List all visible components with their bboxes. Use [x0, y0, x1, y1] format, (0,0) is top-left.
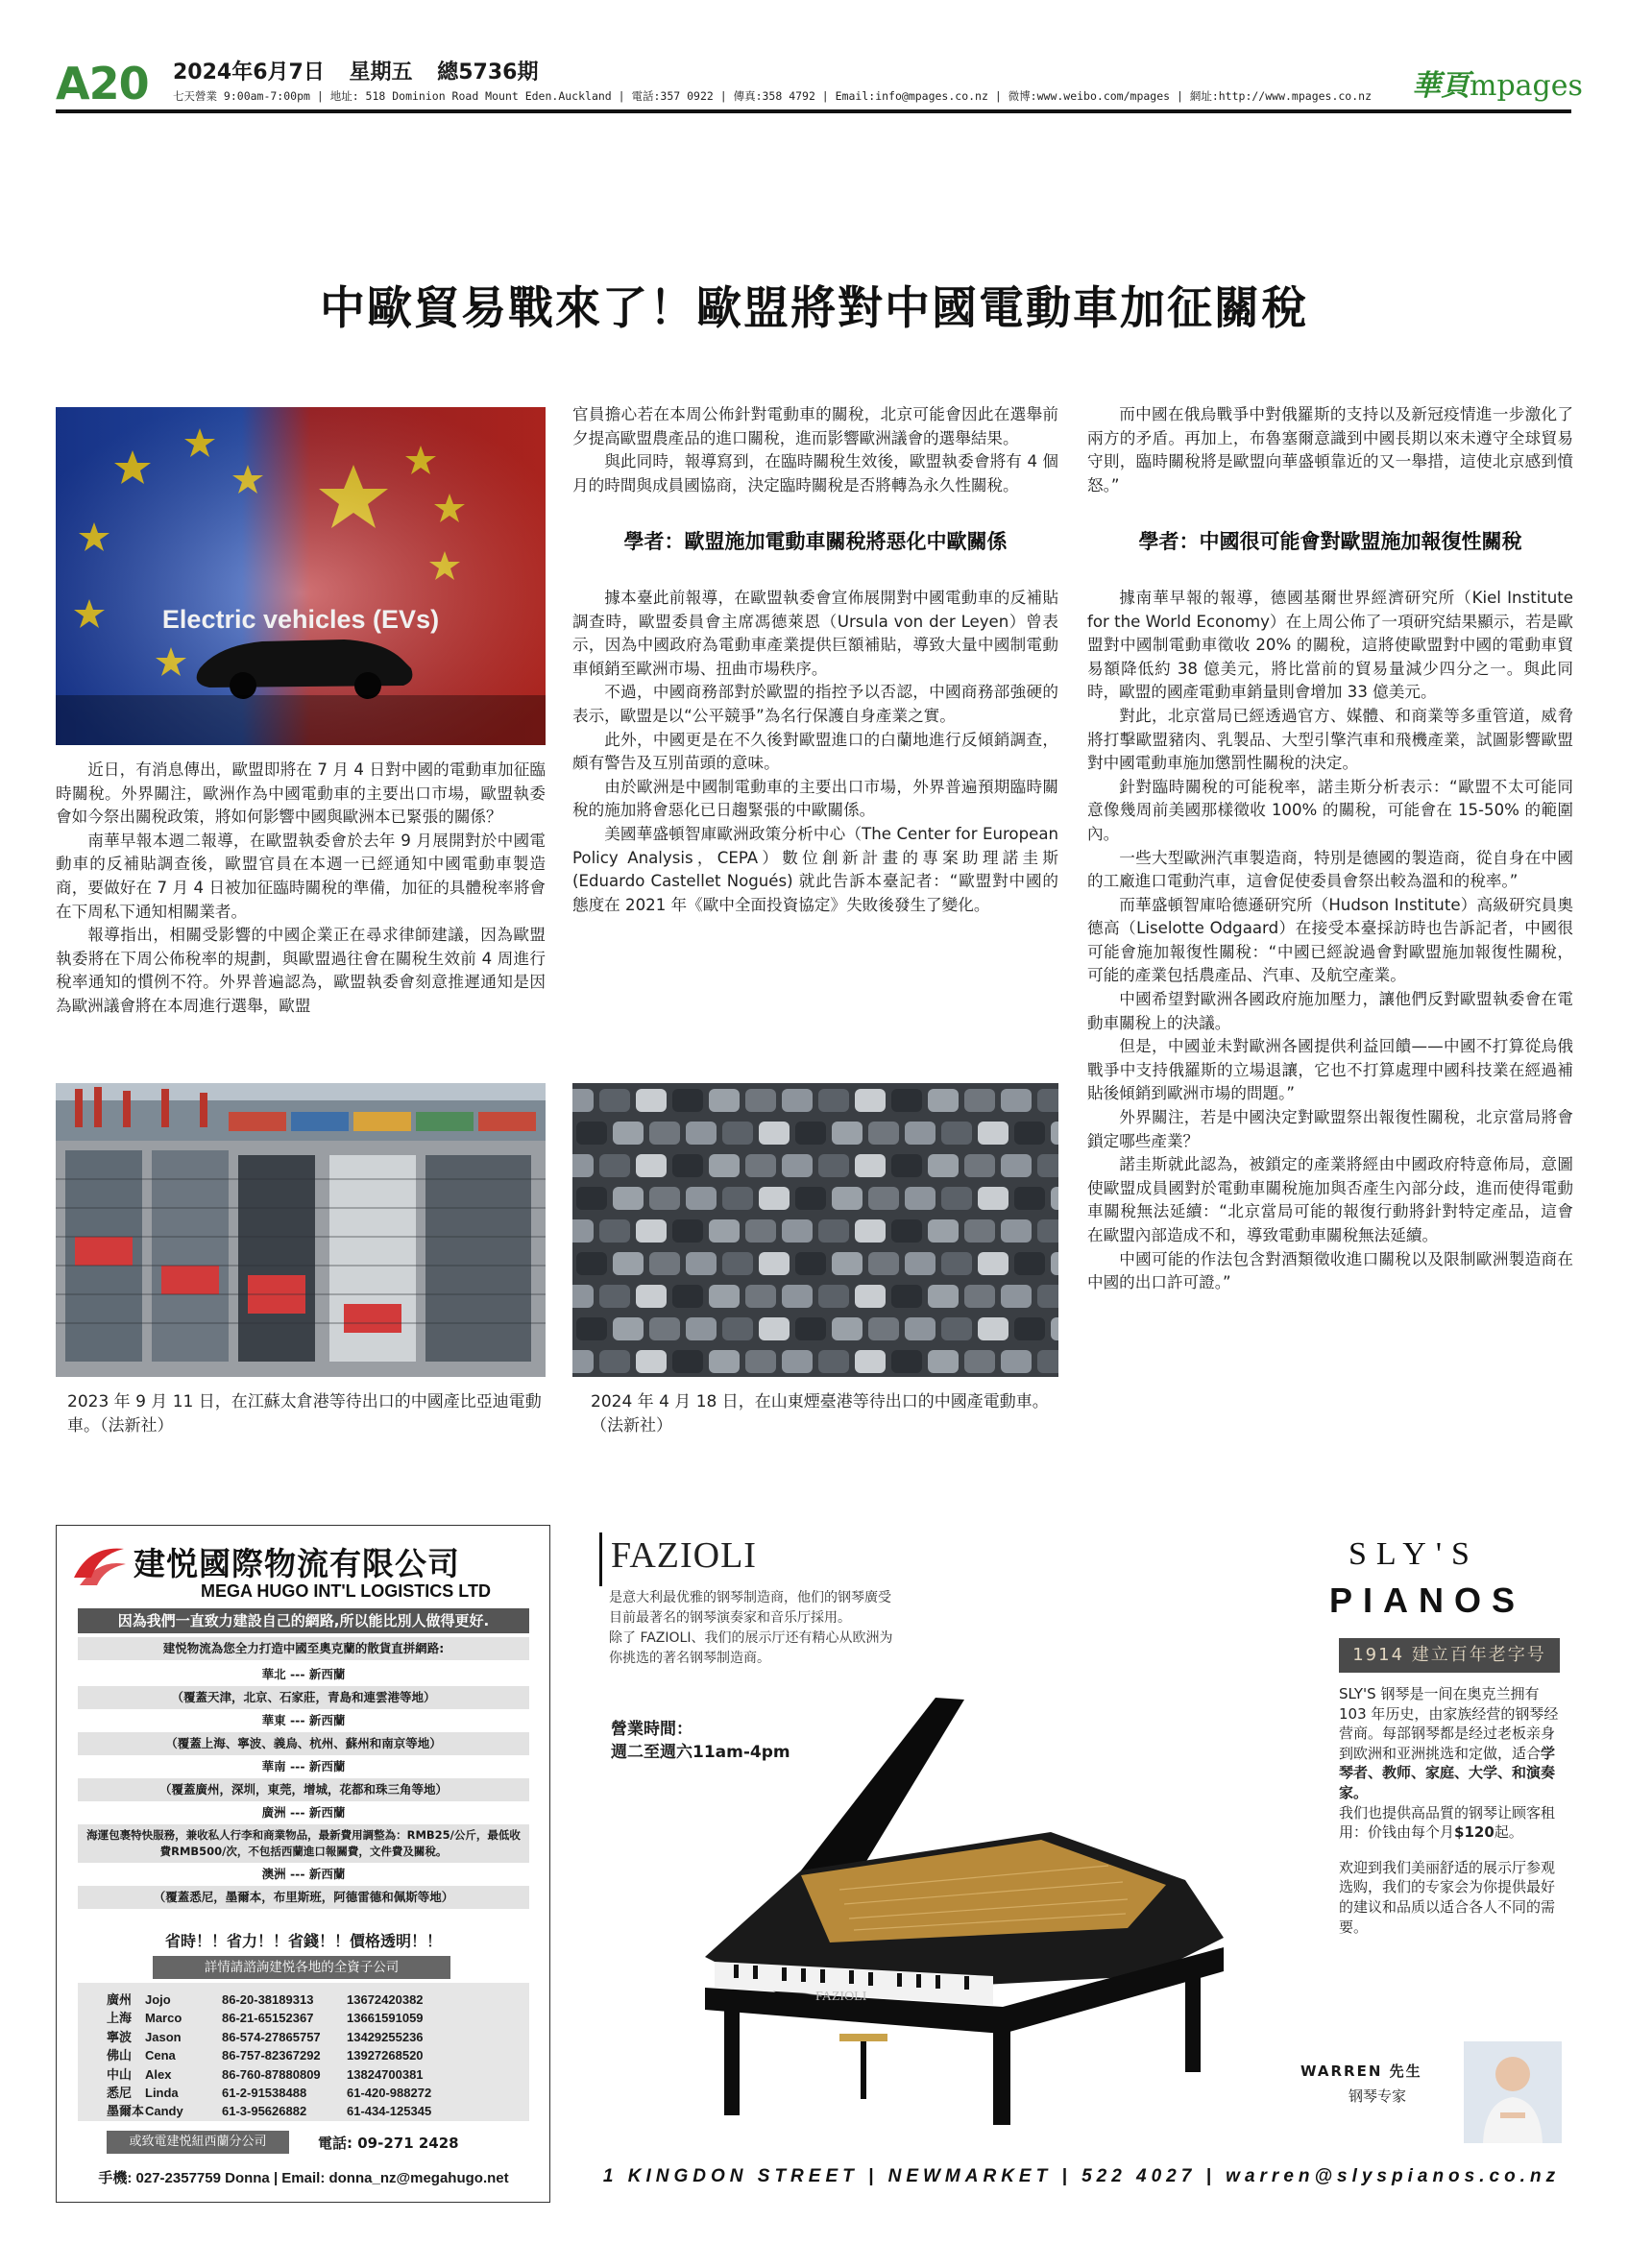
- parked-car: [905, 1187, 935, 1210]
- parked-car: [818, 1089, 849, 1112]
- slys-rental-price: $120: [1454, 1823, 1494, 1842]
- parked-car: [1014, 1317, 1045, 1340]
- parked-car: [782, 1219, 813, 1243]
- contact-mobile: 13661591059: [347, 2011, 424, 2026]
- parked-car: [1037, 1089, 1058, 1112]
- parked-car: [759, 1187, 790, 1210]
- parked-car: [599, 1285, 630, 1308]
- col3-paragraph: 而中國在俄烏戰爭中對俄羅斯的支持以及新冠疫情進一步激化了兩方的矛盾。再加上，布魯塞爾意識到中國長期以來未遵守全球貿易守則，臨時關稅將是歐盟向華盛頓靠近的又一舉措，這使北京感到憤怒。”: [1087, 405, 1573, 495]
- subheading-2: 學者：中國很可能會對歐盟施加報復性關稅: [1138, 530, 1522, 554]
- parked-car: [672, 1089, 703, 1112]
- photo-caption-2: 2024 年 4 月 18 日，在山東煙臺港等待出口的中國產電動車。（法新社）: [591, 1392, 1049, 1436]
- slys-audience: 学琴者、教师、家庭、大学、和演奏家。: [1339, 1744, 1556, 1801]
- contact-name: Alex: [145, 2066, 172, 2082]
- warren-avatar: [1464, 2041, 1562, 2143]
- col2-paragraph: 官員擔心若在本周公佈針對電動車的關稅，北京可能會因此在選舉前夕提高歐盟農產品的進口關稅，進而影響歐洲議會的選舉結果。: [572, 405, 1058, 447]
- parked-car: [855, 1219, 886, 1243]
- parked-car: [964, 1285, 995, 1308]
- parked-car: [709, 1350, 740, 1373]
- logistics-slogan: 因為我們一直致力建設自己的網路,所以能比別人做得更好.: [78, 1608, 529, 1633]
- slys-rental-suffix: 起。: [1494, 1823, 1523, 1842]
- parked-car: [905, 1317, 935, 1340]
- col3-paragraph: 中國可能的作法包含對酒類徵收進口關稅以及限制歐洲製造商在中國的出口許可證。”: [1087, 1249, 1573, 1292]
- parked-car: [1037, 1154, 1058, 1177]
- subheading-1: 學者：歐盟施加電動車關稅將惡化中歐關係: [623, 530, 1008, 554]
- parked-car: [686, 1252, 717, 1275]
- col3-paragraph: 中國希望對歐洲各國政府施加壓力，讓他們反對歐盟執委會在電動車關稅上的決議。: [1087, 990, 1573, 1032]
- contact-mobile: 61-420-988272: [347, 2086, 432, 2101]
- parked-car: [709, 1154, 740, 1177]
- parked-car: [613, 1187, 644, 1210]
- parked-car: [1037, 1285, 1058, 1308]
- parked-car: [978, 1317, 1008, 1340]
- slys-rental-text: 我们也提供高品質的钢琴让顾客租用：价钱由每个月: [1339, 1803, 1556, 1842]
- contact-city: 上海: [107, 2011, 133, 2026]
- col1-paragraph: 南華早報本週二報導，在歐盟執委會於去年 9 月展開對於中國電動車的反補貼調查後，歐盟官員在本週一已經通知中國電動車製造商，要做好在 7 月 4 日被加征臨時關稅的準備，加征的具體稅率將會在下周私下通知相關業者。: [56, 831, 546, 921]
- col2-paragraph: 由於歐洲是中國制電動車的主要出口市場，外界普遍預期臨時關稅的施加將會惡化已日趨緊張的中歐關係。: [572, 777, 1058, 820]
- parked-car: [599, 1154, 630, 1177]
- parked-car: [572, 1285, 594, 1308]
- parked-car: [964, 1089, 995, 1112]
- contact-name: Jason: [145, 2029, 182, 2044]
- parked-car: [572, 1350, 594, 1373]
- logistics-tagline: 省時！！省力！！省錢！！價格透明！！: [164, 1932, 442, 1950]
- issue-date-line: [173, 56, 555, 85]
- parked-car: [709, 1089, 740, 1112]
- contact-row: [107, 1991, 462, 2009]
- header-rule: [56, 109, 1571, 113]
- contact-tel: 86-757-82367292: [222, 2048, 321, 2063]
- parked-car: [745, 1154, 776, 1177]
- route-line: 華東 --- 新西蘭: [261, 1713, 346, 1727]
- contact-row: [107, 2065, 462, 2084]
- parked-car: [978, 1187, 1008, 1210]
- parked-car: [782, 1089, 813, 1112]
- contact-mobile: 61-434-125345: [347, 2104, 432, 2119]
- slys-invite: 欢迎到我们美丽舒适的展示厅参观选购，我们的专家会为你提供最好的建议和品质以适合各人不同的需要。: [1339, 1858, 1556, 1936]
- parked-car: [599, 1219, 630, 1243]
- parked-car: [649, 1317, 680, 1340]
- contact-name: Linda: [145, 2086, 179, 2101]
- parked-car: [795, 1122, 826, 1145]
- slys-brand-main: PIANOS: [1329, 1580, 1526, 1620]
- parked-car: [891, 1089, 922, 1112]
- parked-car: [1001, 1089, 1032, 1112]
- contact-city: 佛山: [107, 2048, 133, 2063]
- route-coverage: （覆蓋天津，北京、石家莊，青島和連雲港等地）: [78, 1686, 529, 1709]
- route-line: 華南 --- 新西蘭: [261, 1759, 346, 1773]
- slys-rental: [1339, 1803, 1560, 1843]
- parked-car: [1014, 1187, 1045, 1210]
- parked-car: [941, 1252, 972, 1275]
- parked-car: [1051, 1317, 1058, 1340]
- parked-car: [649, 1122, 680, 1145]
- contact-mobile: 13824700381: [347, 2066, 424, 2082]
- parked-car: [613, 1252, 644, 1275]
- contact-row: [107, 2102, 462, 2120]
- parked-car: [686, 1187, 717, 1210]
- opening-hours: 週二至週六11am-4pm: [611, 1743, 790, 1762]
- parked-car: [636, 1089, 667, 1112]
- route-coverage: （覆蓋悉尼，墨爾本，布里斯班，阿德雷德和佩斯等地）: [78, 1886, 529, 1909]
- parked-car: [759, 1122, 790, 1145]
- article-column-3: [1087, 403, 1573, 1295]
- contact-mobile: 13927268520: [347, 2048, 424, 2063]
- col3-paragraph: 但是，中國並未對歐洲各國提供利益回饋——中國不打算從烏俄戰爭中支持俄羅斯的立場退讓，它也不打算處理中國科技業在經過補貼後傾銷到歐洲市場的問題。”: [1087, 1037, 1573, 1103]
- parked-car: [868, 1187, 899, 1210]
- publisher-info: 七天營業 9:00am-7:00pm | 地址: 518 Dominion Road Mount Eden.Auckland | 電話:357 0922 | 傳真:358 4792 | Email:info@mpages.co.nz | 微博:www.weibo.com/mpages | 網址:http://www.mpages.co.nz: [173, 89, 1373, 103]
- parked-car: [745, 1089, 776, 1112]
- slys-footer-address: 1 KINGDON STREET | NEWMARKET | 522 4027 | warren@slyspianos.co.nz: [602, 2166, 1561, 2186]
- parked-car: [649, 1252, 680, 1275]
- parked-car: [572, 1154, 594, 1177]
- parked-car: [672, 1285, 703, 1308]
- contact-tel: 86-21-65152367: [222, 2011, 314, 2026]
- contact-tel: 86-574-27865757: [222, 2029, 321, 2044]
- hours-title: 營業時間：: [611, 1720, 693, 1739]
- parked-car: [722, 1252, 753, 1275]
- contact-name: Jojo: [145, 1992, 171, 2007]
- fazioli-brand: FAZIOLI: [611, 1535, 757, 1576]
- parked-car: [576, 1187, 607, 1210]
- parked-car: [636, 1350, 667, 1373]
- parked-car: [964, 1219, 995, 1243]
- network-title: 建悦物流為您全力打造中國至奧克蘭的散貨直拼網路:: [78, 1637, 529, 1660]
- parked-car: [818, 1285, 849, 1308]
- parked-car: [832, 1317, 863, 1340]
- parked-car: [636, 1154, 667, 1177]
- page-number: A20: [56, 58, 149, 109]
- parked-car: [941, 1317, 972, 1340]
- route-coverage: 海運包裹特快服務，兼收私人行李和商業物品，最新費用調整為：RMB25/公斤，最低收費RMB500/次，不包括西蘭進口報關費，文件費及關稅。: [78, 1824, 529, 1863]
- issue-weekday: 星期五: [349, 60, 413, 84]
- contact-row: [107, 2009, 462, 2027]
- parked-car: [1014, 1122, 1045, 1145]
- slys-intro-text: SLY'S 钢琴是一间在奥克兰拥有 103 年历史，由家族经营的钢琴经营商。每部钢琴都是经过老板亲身到欧洲和亚洲挑选和定做，适合: [1339, 1685, 1559, 1762]
- parked-car: [1001, 1154, 1032, 1177]
- photo-taicang-port: [56, 1083, 546, 1377]
- col2-paragraph: 美國華盛頓智庫歐洲政策分析中心（The Center for European Policy Analysis，CEPA）數位創新計畫的專案助理諾圭斯 (Eduardo Castellet Nogués) 就此告訴本臺記者：“歐盟對中國的態度在 2021 年《歐中全面投資協定》失敗後發生了變化。: [572, 824, 1058, 914]
- nz-branch-label: 或致電建悦紐西蘭分公司: [107, 2131, 289, 2154]
- parked-car: [745, 1219, 776, 1243]
- contact-name: Cena: [145, 2048, 176, 2063]
- parked-car: [832, 1122, 863, 1145]
- parked-car: [1051, 1122, 1058, 1145]
- logistics-company-en: MEGA HUGO INT'L LOGISTICS LTD: [201, 1581, 491, 1601]
- parked-car: [636, 1285, 667, 1308]
- parked-car: [891, 1350, 922, 1373]
- parked-car: [855, 1285, 886, 1308]
- parked-car: [709, 1219, 740, 1243]
- port-illustration: [56, 1083, 546, 1377]
- logistics-routes: [78, 1637, 529, 1909]
- contact-tel: 61-3-95626882: [222, 2104, 307, 2119]
- col2-paragraph: 與此同時，報導寫到，在臨時關稅生效後，歐盟執委會將有 4 個月的時間與成員國協商，決定臨時關稅是否將轉為永久性關稅。: [572, 452, 1058, 495]
- parked-car: [576, 1252, 607, 1275]
- mega-hugo-logo-icon: [70, 1539, 128, 1593]
- logistics-company-cn: 建悦國際物流有限公司: [134, 1545, 460, 1582]
- parked-car: [928, 1285, 959, 1308]
- piano-label: FAZIOLI: [815, 1990, 867, 2004]
- slys-description: [1339, 1684, 1560, 1937]
- parked-car: [1001, 1219, 1032, 1243]
- parked-car: [576, 1317, 607, 1340]
- parked-car: [782, 1350, 813, 1373]
- contact-mobile: 13429255236: [347, 2029, 424, 2044]
- slys-brand-top: SLY'S: [1349, 1536, 1479, 1572]
- parked-car: [599, 1089, 630, 1112]
- issue-number: 總5736期: [437, 60, 539, 84]
- contact-mobile: 13672420382: [347, 1992, 424, 2007]
- person-name: WARREN 先生: [1300, 2063, 1422, 2080]
- route-block: [78, 1663, 529, 1909]
- parked-car: [891, 1219, 922, 1243]
- parked-car: [572, 1219, 594, 1243]
- parked-car: [941, 1122, 972, 1145]
- parked-car: [855, 1089, 886, 1112]
- parked-car: [722, 1317, 753, 1340]
- issue-date: 2024年6月7日: [173, 60, 325, 84]
- parked-car: [928, 1219, 959, 1243]
- contact-row: [107, 2046, 462, 2064]
- route-coverage: （覆蓋上海、寧波、義烏、杭州、蘇州和南京等地）: [78, 1732, 529, 1755]
- parked-car: [855, 1350, 886, 1373]
- photo-overlay-text: Electric vehicles (EVs): [161, 605, 440, 634]
- col3-paragraph: 據南華早報的報導，德國基爾世界經濟研究所（Kiel Institute for the World Economy）在上周公佈了一項研究結果顯示，若是歐盟對中國制電動車徵收 20% 的關稅，這將使歐盟對中國的電動車貿易額降低約 38 億美元，將比當前的貿易量減少四分之一。與此同時，歐盟的國產電動車銷量則會增加 33 億美元。: [1087, 588, 1573, 702]
- parked-car: [941, 1187, 972, 1210]
- parked-car: [868, 1122, 899, 1145]
- parked-car: [613, 1122, 644, 1145]
- parked-car: [978, 1122, 1008, 1145]
- parked-car: [722, 1187, 753, 1210]
- contact-table: [78, 1983, 529, 2121]
- route-coverage: （覆蓋廣州，深圳，東莞，增城，花都和珠三角等地）: [78, 1778, 529, 1801]
- parked-car: [686, 1122, 717, 1145]
- parked-car: [782, 1154, 813, 1177]
- col1-paragraph: 近日，有消息傳出，歐盟即將在 7 月 4 日對中國的電動車加征臨時關稅。外界關注，歐洲作為中國電動車的主要出口市場，歐盟執委會如今祭出關稅政策，將如何影響中國與歐洲本已緊張的關係？: [56, 760, 546, 827]
- parked-car: [928, 1350, 959, 1373]
- contact-tel: 86-20-38189313: [222, 1992, 314, 2007]
- parked-car: [722, 1122, 753, 1145]
- contact-city: 悉尼: [107, 2086, 133, 2101]
- parked-car: [1037, 1219, 1058, 1243]
- parked-car: [891, 1285, 922, 1308]
- route-line: 廣洲 --- 新西蘭: [261, 1805, 346, 1820]
- parked-car: [818, 1154, 849, 1177]
- col2-paragraph: 不過，中國商務部對於歐盟的指控予以否認，中國商務部強硬的表示，歐盟是以“公平競爭”為名行保護自身產業之實。: [572, 683, 1058, 725]
- photo-caption-1: 2023 年 9 月 11 日，在江蘇太倉港等待出口的中國產比亞迪電動車。（法新社）: [67, 1392, 542, 1436]
- parked-car: [599, 1350, 630, 1373]
- flags-illustration: [56, 407, 546, 745]
- parked-car: [832, 1252, 863, 1275]
- col3-paragraph: 對此，北京當局已經透過官方、媒體、和商業等多重管道，威脅將打擊歐盟豬肉、乳製品、大型引擎汽車和飛機產業，試圖影響歐盟對中國電動車施加懲罰性關稅的決定。: [1087, 706, 1573, 773]
- ad-mega-hugo-logistics: [56, 1525, 550, 2203]
- parked-car: [1001, 1285, 1032, 1308]
- nz-branch-contact: 手機: 027-2357759 Donna | Email: donna_nz@megahugo.net: [98, 2170, 509, 2186]
- article-column-2: [572, 403, 1058, 917]
- parked-car: [832, 1187, 863, 1210]
- parked-car: [745, 1285, 776, 1308]
- parked-car: [868, 1252, 899, 1275]
- parked-car: [905, 1122, 935, 1145]
- parked-car: [649, 1187, 680, 1210]
- contact-row: [107, 2084, 462, 2102]
- parked-car: [818, 1350, 849, 1373]
- contact-title: 詳情請諮詢建悦各地的全資子公司: [153, 1956, 450, 1979]
- parked-car: [709, 1285, 740, 1308]
- parked-car: [686, 1317, 717, 1340]
- col3-paragraph: 一些大型歐洲汽車製造商，特別是德國的製造商，從自身在中國的工廠進口電動汽車，這會促使委員會祭出較為溫和的稅率。”: [1087, 848, 1573, 891]
- parked-car: [1001, 1350, 1032, 1373]
- contact-city: 中山: [107, 2066, 133, 2082]
- logo-cjk: 華頁: [1412, 69, 1470, 103]
- contact-name: Marco: [145, 2011, 182, 2026]
- parked-car: [855, 1154, 886, 1177]
- parked-car: [1014, 1252, 1045, 1275]
- parked-car: [1051, 1252, 1058, 1275]
- contact-tel: 61-2-91538488: [222, 2086, 307, 2101]
- route-line: 華北 --- 新西蘭: [261, 1667, 346, 1681]
- contact-name: Candy: [145, 2104, 183, 2119]
- parked-car: [672, 1219, 703, 1243]
- parked-car: [745, 1350, 776, 1373]
- parked-car: [891, 1154, 922, 1177]
- col3-paragraph: 外界關注，若是中國決定對歐盟祭出報復性關稅，北京當局將會鎖定哪些產業？: [1087, 1108, 1573, 1150]
- fazioli-bar: [599, 1532, 602, 1586]
- person-title: 钢琴专家: [1349, 2087, 1407, 2105]
- parked-car: [672, 1154, 703, 1177]
- grand-piano-image: [647, 1669, 1281, 2130]
- col3-paragraph: 而華盛頓智庫哈德遜研究所（Hudson Institute）高級研究員奧德高（Liselotte Odgaard）在接受本臺採訪時也告訴記者，中國很可能會施加報復性關稅：“中國已經說過會對歐盟施加報復性關稅，可能的產業包括農產品、汽車、及航空產業。: [1087, 895, 1573, 985]
- parked-car: [759, 1252, 790, 1275]
- parked-car: [905, 1252, 935, 1275]
- contact-tel: 86-760-87880809: [222, 2066, 321, 2082]
- parked-car: [795, 1187, 826, 1210]
- fazioli-description: 是意大利最优雅的钢琴制造商，他们的钢琴廣受目前最著名的钢琴演奏家和音乐厅採用。 除了 FAZIOLI、我们的展示厅还有精心从欧洲为你挑选的著名钢琴制造商。: [609, 1590, 893, 1666]
- col3-paragraph: 諾圭斯就此認為，被鎖定的產業將經由中國政府特意佈局，意圖使歐盟成員國對於電動車關稅施加與否產生內部分歧，進而使得電動車關稅無法延續：“北京當局可能的報復行動將針對特定產品，這會在歐盟內部造成不和，導致電動車關稅無法延續。: [1087, 1155, 1573, 1244]
- photo-yantai-port: [572, 1083, 1058, 1377]
- parked-car: [672, 1350, 703, 1373]
- parked-car: [964, 1350, 995, 1373]
- parked-car: [759, 1317, 790, 1340]
- parked-car: [572, 1089, 594, 1112]
- parked-car: [964, 1154, 995, 1177]
- article-column-1: [56, 759, 546, 1019]
- parked-car: [818, 1219, 849, 1243]
- slys-intro: [1339, 1684, 1560, 1803]
- parked-car: [636, 1219, 667, 1243]
- parked-car: [868, 1317, 899, 1340]
- contact-city: 墨爾本: [107, 2104, 145, 2119]
- contact-row: [107, 2028, 462, 2046]
- route-line: 澳洲 --- 新西蘭: [261, 1867, 346, 1881]
- nz-branch-phone: 電話: 09-271 2428: [318, 2135, 459, 2152]
- col1-paragraph: 報導指出，相關受影響的中國企業正在尋求律師建議，因為歐盟執委將在下周公佈稅率的規劃，與歐盟過往會在關稅生效前 4 周進行稅率通知的慣例不符。外界普遍認為，歐盟執委會刻意推遲通知是因為歐洲議會將在本周進行選舉，歐盟: [56, 926, 546, 1015]
- cars-illustration: [572, 1083, 1058, 1377]
- parked-car: [795, 1252, 826, 1275]
- parked-car: [978, 1252, 1008, 1275]
- col3-paragraph: 針對臨時關稅的可能稅率，諾圭斯分析表示：“歐盟不太可能同意像幾周前美國那樣徵收 100% 的關稅，可能會在 15-50% 的範圍內。: [1087, 777, 1573, 843]
- col2-paragraph: 此外，中國更是在不久後對歐盟進口的白蘭地進行反傾銷調查，頗有警告及互別苗頭的意味。: [572, 730, 1058, 773]
- parked-car: [1051, 1187, 1058, 1210]
- contact-city: 廣州: [107, 1992, 133, 2007]
- parked-car: [1037, 1350, 1058, 1373]
- parked-car: [928, 1089, 959, 1112]
- parked-car: [782, 1285, 813, 1308]
- since-banner: 1914 建立百年老字号: [1339, 1638, 1560, 1673]
- mpages-logo: [1412, 61, 1583, 104]
- article-headline: 中歐貿易戰來了！歐盟將對中國電動車加征關稅: [320, 282, 1308, 335]
- ad-slys-pianos: [590, 1525, 1573, 2203]
- photo-eu-china-flags: [56, 407, 546, 745]
- contact-city: 寧波: [107, 2029, 133, 2044]
- logo-latin: mpages: [1470, 69, 1583, 103]
- parked-car: [795, 1317, 826, 1340]
- parked-car: [613, 1317, 644, 1340]
- parked-car: [928, 1154, 959, 1177]
- col2-paragraph: 據本臺此前報導，在歐盟執委會宣佈展開對中國電動車的反補貼調查時，歐盟委員會主席馮德萊恩（Ursula von der Leyen）曾表示，因為中國政府為電動車產業提供巨額補貼，導致大量中國制電動車傾銷至歐洲市場、扭曲市場秩序。: [572, 588, 1058, 678]
- parked-car: [576, 1122, 607, 1145]
